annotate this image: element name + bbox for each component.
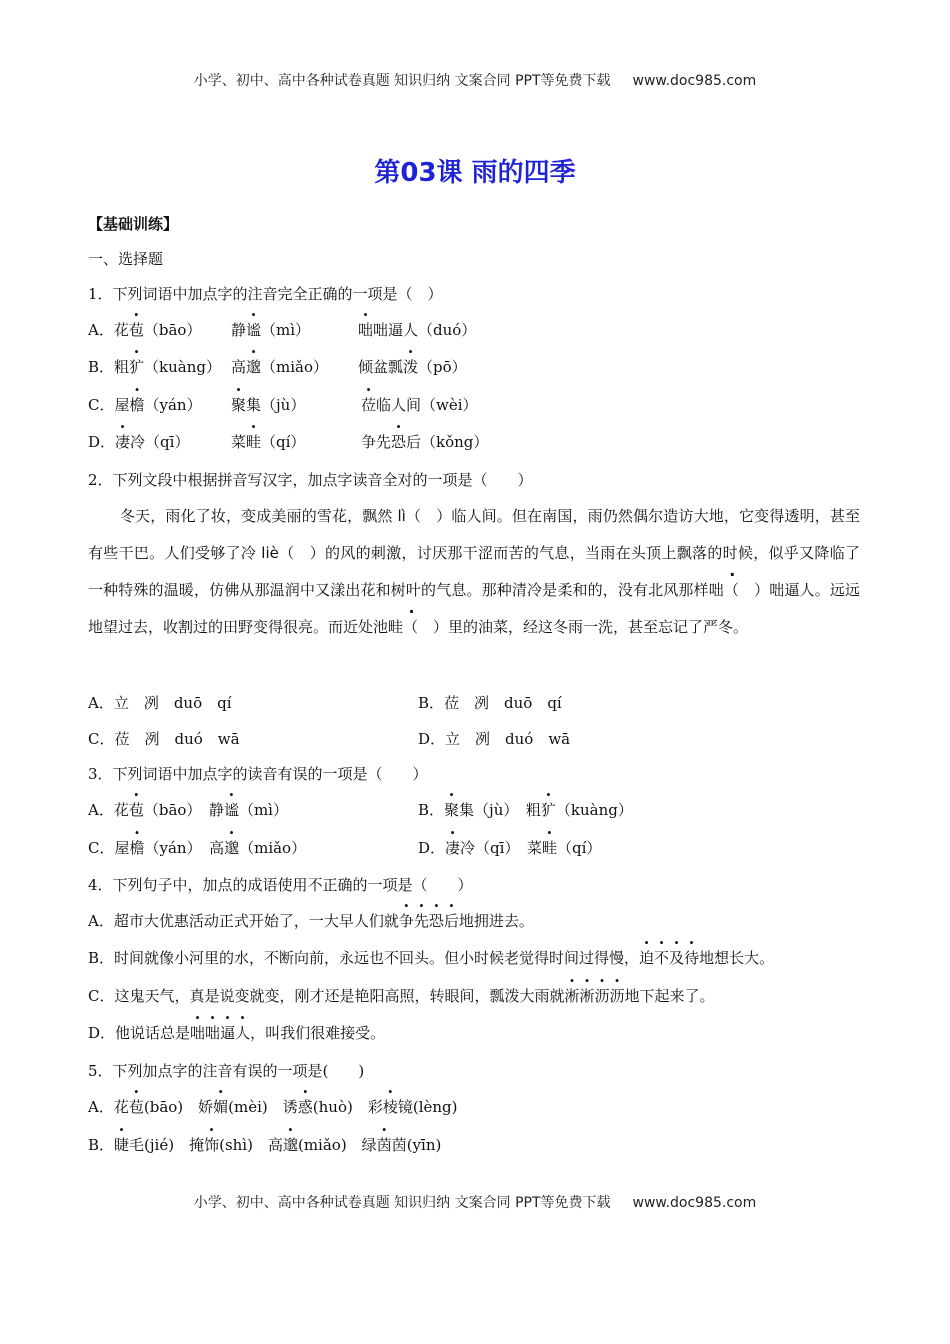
page-title: 第03课 雨的四季 — [374, 158, 576, 188]
q2-passage: 冬天，雨化了妆，变成美丽的雪花，飘然 lì（ ）临人间。但在南国，雨仍然偶尔造访大地，它变得透明，甚至有些干巴。人们受够了冷 liè（ ）的风的刺激，讨厌那干涩而苦的气息，当雨在头顶上飘落的时候，似乎又降临了一种特殊的温暖，仿佛从那温润中又漾出花和树叶的气息。那种清冷是柔和的，没有北风那样咄（ ）咄逼人。远远地望过去，收割过的田野变得很亮。而近处池畦（ ）里的油菜，经这冬雨一洗，甚至忘记了严冬。 — [88, 507, 860, 636]
header-text: 小学、初中、高中各种试卷真题 知识归纳 文案合同 PPT等免费下载 — [193, 73, 611, 89]
q5-option-b: B．睫毛(jié) 掩饰(shì) 高邈(miǎo) 绿茵茵(yīn) — [88, 1136, 442, 1154]
q2-option-b: B．莅 冽 duō qí — [418, 694, 562, 712]
q4-option-b: B．时间就像小河里的水，不断向前，永远也不回头。但小时候老觉得时间过得慢，迫不及待地想长大。 — [88, 949, 775, 967]
q3-option-c: C．屋檐（yán） 高邈（miǎo） — [88, 839, 307, 857]
q4-option-c: C．这鬼天气，真是说变就变，刚才还是艳阳高照，转眼间，瓢泼大雨就淅淅沥沥地下起来了。 — [88, 987, 715, 1005]
q5-option-a: A．花苞(bāo) 娇媚(mèi) 诱惑(huò) 彩棱镜(lèng) — [88, 1098, 458, 1116]
q2-stem: 2．下列文段中根据拼音写汉字，加点字读音全对的一项是（ ） — [88, 471, 533, 489]
q4-option-a: A．超市大优惠活动正式开始了，一大早人们就争先恐后地拥进去。 — [88, 912, 534, 930]
q3-option-b: B．聚集（jù） 粗犷（kuàng） — [418, 801, 633, 819]
footer-text: 小学、初中、高中各种试卷真题 知识归纳 文案合同 PPT等免费下载 — [193, 1195, 611, 1211]
q2-option-a: A．立 冽 duō qí — [88, 694, 232, 712]
q4-stem: 4．下列句子中，加点的成语使用不正确的一项是（ ） — [88, 876, 473, 894]
q3-option-a: A．花苞（bāo） 静谧（mì） — [88, 801, 288, 819]
part-heading: 一、选择题 — [88, 250, 164, 268]
page-header — [0, 70, 950, 90]
page-footer — [0, 1192, 950, 1212]
q4-option-d: D．他说话总是咄咄逼人，叫我们很难接受。 — [88, 1024, 386, 1042]
q5-stem: 5．下列加点字的注音有误的一项是( ) — [88, 1062, 365, 1080]
header-site: www.doc985.com — [632, 73, 757, 89]
q3-option-d: D．凄冷（qī） 菜畦（qí） — [418, 839, 602, 857]
footer-site: www.doc985.com — [632, 1195, 757, 1211]
q2-option-d: D．立 冽 duó wā — [418, 730, 571, 748]
q2-option-c: C．莅 冽 duó wā — [88, 730, 240, 748]
section-heading: 【基础训练】 — [88, 215, 179, 233]
q3-stem: 3．下列词语中加点字的读音有误的一项是（ ） — [88, 765, 428, 783]
q1-stem: 1．下列词语中加点字的注音完全正确的一项是（ ） — [88, 285, 443, 303]
